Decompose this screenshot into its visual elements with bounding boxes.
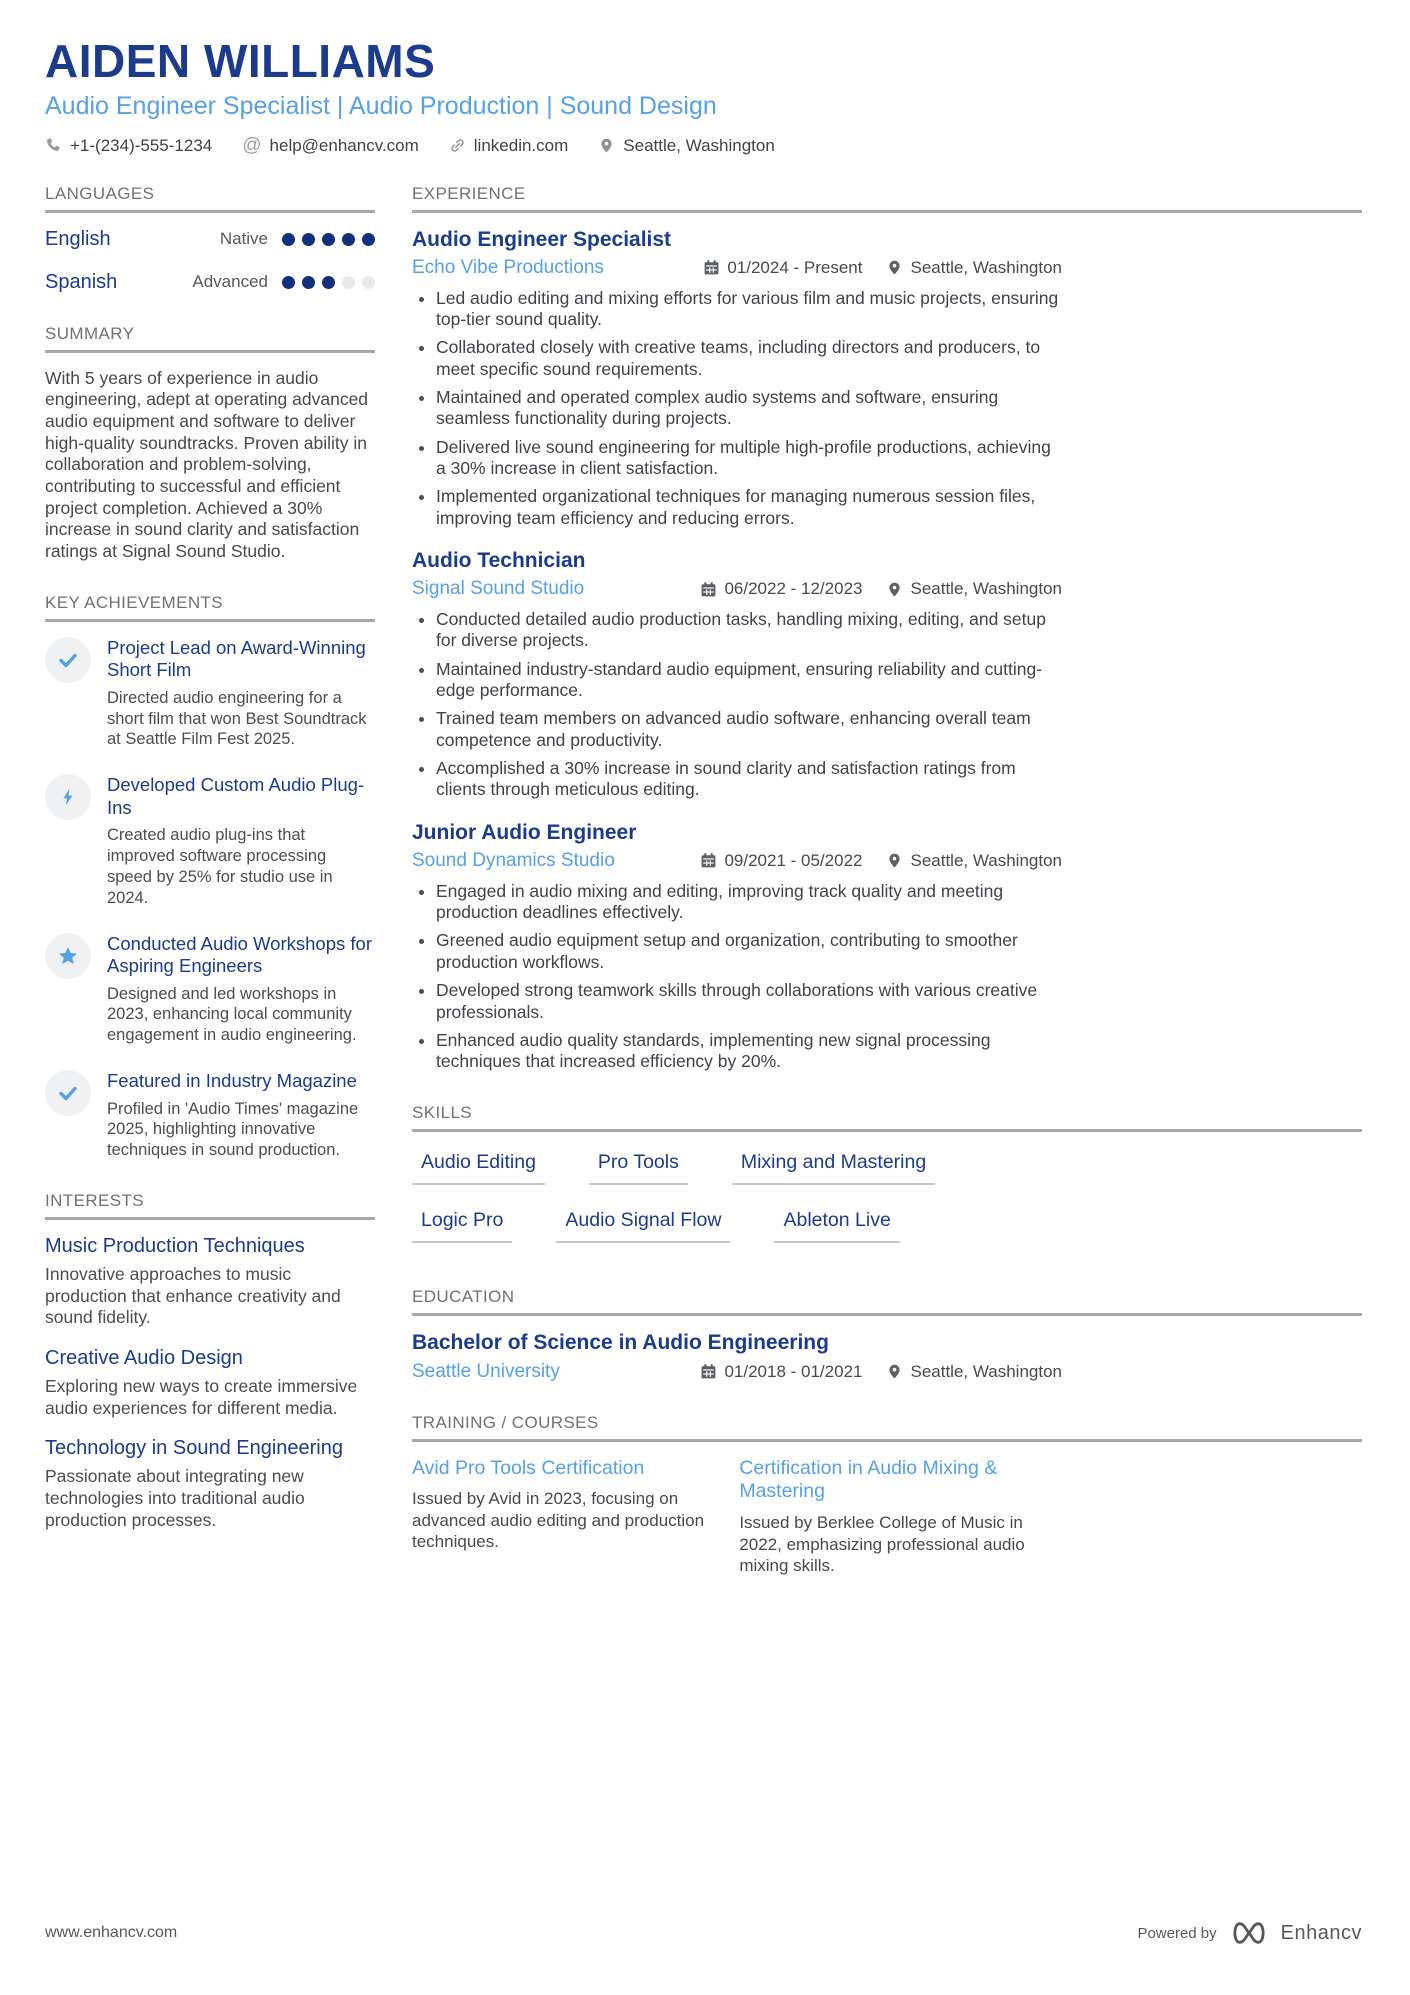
course-item xyxy=(412,1457,707,1577)
interests-heading: INTERESTS xyxy=(45,1191,375,1220)
skills-heading: SKILLS xyxy=(412,1103,1362,1132)
person-name: AIDEN WILLIAMS xyxy=(45,35,436,87)
bullet-item: • Accomplished a 30% increase in sound clarity and satisfaction ratings from clients through meticulous editing. xyxy=(436,758,1062,801)
achievement-title: Project Lead on Award-Winning Short Film xyxy=(107,636,366,681)
sidebar-column xyxy=(45,184,375,1607)
job-bullets xyxy=(412,881,1062,1073)
location-text: Seattle, Washington xyxy=(623,135,775,155)
language-level: Native xyxy=(219,229,268,249)
course-title: Avid Pro Tools Certification xyxy=(412,1456,645,1479)
company-name: Echo Vibe Productions xyxy=(412,256,604,278)
company-name: Sound Dynamics Studio xyxy=(412,849,615,871)
interests-section xyxy=(45,1191,375,1532)
course-item xyxy=(739,1457,1034,1577)
bullet-item: • Led audio editing and mixing efforts for various film and music projects, ensuring top-tier sound quality. xyxy=(436,288,1062,331)
location-pin-icon xyxy=(886,1363,903,1380)
achievement-text: Designed and led workshops in 2023, enhancing local community engagement in audio engineering. xyxy=(107,984,357,1045)
courses-heading: TRAINING / COURSES xyxy=(412,1413,1362,1442)
summary-heading: SUMMARY xyxy=(45,324,375,353)
enhancv-logo-icon xyxy=(1227,1919,1271,1947)
job-dates: 06/2022 - 12/2023 xyxy=(700,579,862,599)
achievements-section xyxy=(45,593,375,1161)
proficiency-dot xyxy=(282,276,295,289)
achievement-item xyxy=(45,774,375,908)
achievement-text: Directed audio engineering for a short film that won Best Soundtrack at Seattle Film Fest 2025. xyxy=(107,688,367,749)
location-contact xyxy=(598,136,775,156)
job-dates: 01/2024 - Present xyxy=(703,258,862,278)
language-name: English xyxy=(45,227,111,250)
job-location: Seattle, Washington xyxy=(886,258,1062,278)
experience-heading: EXPERIENCE xyxy=(412,184,1362,213)
check-icon xyxy=(45,637,91,683)
job-entry xyxy=(412,228,1062,529)
degree-title: Bachelor of Science in Audio Engineering xyxy=(412,1330,829,1354)
calendar-icon xyxy=(700,1363,717,1380)
main-column xyxy=(412,184,1362,1607)
link-contact[interactable] xyxy=(449,136,569,156)
footer-site-url[interactable]: www.enhancv.com xyxy=(45,1924,178,1941)
achievement-item xyxy=(45,1070,375,1161)
achievements-heading: KEY ACHIEVEMENTS xyxy=(45,593,375,622)
job-dates: 09/2021 - 05/2022 xyxy=(700,851,862,871)
education-dates: 01/2018 - 01/2021 xyxy=(700,1362,862,1382)
location-pin-icon xyxy=(886,852,903,869)
bullet-item: • Developed strong teamwork skills through collaborations with various creative professionals. xyxy=(436,980,1062,1023)
job-title: Junior Audio Engineer xyxy=(412,820,637,844)
link-url[interactable]: linkedin.com xyxy=(473,135,569,155)
achievement-title: Conducted Audio Workshops for Aspiring Engineers xyxy=(107,932,372,977)
experience-section xyxy=(412,184,1362,1073)
bullet-item: • Maintained and operated complex audio systems and software, ensuring seamless functionality during projects. xyxy=(436,387,1062,430)
interest-item xyxy=(45,1347,375,1419)
bullet-item: • Delivered live sound engineering for multiple high-profile productions, achieving a 30% increase in client satisfaction. xyxy=(436,437,1062,480)
proficiency-dot xyxy=(322,276,335,289)
interest-text: Exploring new ways to create immersive audio experiences for different media. xyxy=(45,1375,358,1418)
course-title: Certification in Audio Mixing & Mastering xyxy=(739,1456,998,1503)
calendar-icon xyxy=(700,852,717,869)
education-location: Seattle, Washington xyxy=(886,1362,1062,1382)
bullet-item: • Engaged in audio mixing and editing, improving track quality and meeting production deadlines effectively. xyxy=(436,881,1062,924)
language-row xyxy=(45,228,375,251)
achievement-item xyxy=(45,637,375,750)
skill-tag: Ableton Live xyxy=(774,1209,899,1243)
achievement-item xyxy=(45,933,375,1046)
proficiency-dot xyxy=(282,233,295,246)
interest-item xyxy=(45,1235,375,1329)
skill-tag: Audio Editing xyxy=(412,1151,545,1185)
at-icon: @ xyxy=(242,135,262,157)
proficiency-dots xyxy=(282,233,375,246)
summary-text: With 5 years of experience in audio engineering, adept at operating advanced audio equipment and software to deliver high-quality soundtracks. Proven ability in collaboration and problem-solving, contributing to successful and efficient project completion. Achieved a 30% increase in sound clarity and satisfaction ratings at Signal Sound Studio. xyxy=(45,367,369,562)
contact-row xyxy=(45,136,1362,156)
proficiency-dot xyxy=(362,276,375,289)
check-icon xyxy=(45,1070,91,1116)
bullet-item: • Greened audio equipment setup and organization, contributing to smoother production workflows. xyxy=(436,930,1062,973)
job-title: Audio Engineer Specialist xyxy=(412,227,672,251)
summary-section xyxy=(45,324,375,563)
location-pin-icon xyxy=(886,581,903,598)
language-level: Advanced xyxy=(192,272,268,292)
interest-text: Innovative approaches to music production that enhance creativity and sound fidelity. xyxy=(45,1263,341,1328)
calendar-icon xyxy=(703,259,720,276)
school-name: Seattle University xyxy=(412,1360,560,1382)
proficiency-dot xyxy=(342,276,355,289)
job-entry xyxy=(412,549,1062,801)
job-title: Audio Technician xyxy=(412,549,586,573)
bullet-item: • Collaborated closely with creative teams, including directors and producers, to meet specific sound requirements. xyxy=(436,337,1062,380)
job-bullets xyxy=(412,609,1062,801)
bullet-item: • Trained team members on advanced audio software, enhancing overall team competence and productivity. xyxy=(436,708,1062,751)
skills-section xyxy=(412,1103,1362,1243)
language-name: Spanish xyxy=(45,270,118,293)
email-contact[interactable] xyxy=(242,136,419,156)
achievement-title: Featured in Industry Magazine xyxy=(107,1069,357,1091)
language-row xyxy=(45,271,375,294)
proficiency-dot xyxy=(362,233,375,246)
company-name: Signal Sound Studio xyxy=(412,578,585,600)
headline: Audio Engineer Specialist | Audio Production | Sound Design xyxy=(45,91,717,120)
bolt-icon xyxy=(45,774,91,820)
interest-title: Technology in Sound Engineering xyxy=(45,1437,343,1460)
link-icon xyxy=(449,137,466,154)
job-entry xyxy=(412,821,1062,1073)
location-pin-icon xyxy=(598,137,615,154)
achievement-text: Profiled in 'Audio Times' magazine 2025, highlighting innovative techniques in sound production. xyxy=(107,1099,359,1160)
bullet-item: • Enhanced audio quality standards, implementing new signal processing techniques that increased efficiency by 20%. xyxy=(436,1030,1062,1073)
education-section xyxy=(412,1287,1362,1383)
calendar-icon xyxy=(700,581,717,598)
phone-icon xyxy=(45,137,62,154)
job-location: Seattle, Washington xyxy=(886,851,1062,871)
resume-header xyxy=(45,36,1362,156)
page-footer xyxy=(45,1919,1362,1947)
proficiency-dot xyxy=(302,233,315,246)
bullet-item: • Maintained industry-standard audio equipment, ensuring reliability and cutting-edge performance. xyxy=(436,659,1062,702)
course-text: Issued by Avid in 2023, focusing on advanced audio editing and production techniques. xyxy=(412,1489,705,1552)
star-icon xyxy=(45,933,91,979)
languages-section xyxy=(45,184,375,294)
interest-text: Passionate about integrating new technologies into traditional audio production processes. xyxy=(45,1466,305,1530)
bullet-item: • Implemented organizational techniques for managing numerous session files, improving team efficiency and reducing errors. xyxy=(436,486,1062,529)
interest-title: Creative Audio Design xyxy=(45,1346,243,1369)
proficiency-dot xyxy=(302,276,315,289)
proficiency-dot xyxy=(342,233,355,246)
interest-item xyxy=(45,1437,375,1531)
phone-contact xyxy=(45,136,212,156)
skill-tag: Mixing and Mastering xyxy=(732,1151,935,1185)
education-heading: EDUCATION xyxy=(412,1287,1362,1316)
powered-by-label: Powered by xyxy=(1137,1924,1217,1942)
skill-tag: Logic Pro xyxy=(412,1209,512,1243)
course-text: Issued by Berklee College of Music in 2022, emphasizing professional audio mixing skills. xyxy=(739,1513,1025,1575)
location-pin-icon xyxy=(886,259,903,276)
job-location: Seattle, Washington xyxy=(886,579,1062,599)
phone-number: +1-(234)-555-1234 xyxy=(70,135,213,155)
powered-by xyxy=(1137,1919,1362,1947)
proficiency-dot xyxy=(322,233,335,246)
job-bullets xyxy=(412,288,1062,529)
email-address[interactable]: help@enhancv.com xyxy=(269,135,419,155)
skills-list xyxy=(412,1147,1072,1243)
interest-title: Music Production Techniques xyxy=(45,1234,305,1257)
courses-section xyxy=(412,1413,1362,1577)
languages-heading: LANGUAGES xyxy=(45,184,375,213)
achievement-title: Developed Custom Audio Plug-Ins xyxy=(107,774,365,818)
skill-tag: Pro Tools xyxy=(589,1151,688,1185)
achievement-text: Created audio plug-ins that improved software processing speed by 25% for studio use in 2024. xyxy=(107,826,333,907)
bullet-item: • Conducted detailed audio production tasks, handling mixing, editing, and setup for diverse projects. xyxy=(436,609,1062,652)
brand-name: Enhancv xyxy=(1280,1921,1362,1944)
skill-tag: Audio Signal Flow xyxy=(556,1209,730,1243)
proficiency-dots xyxy=(282,276,375,289)
